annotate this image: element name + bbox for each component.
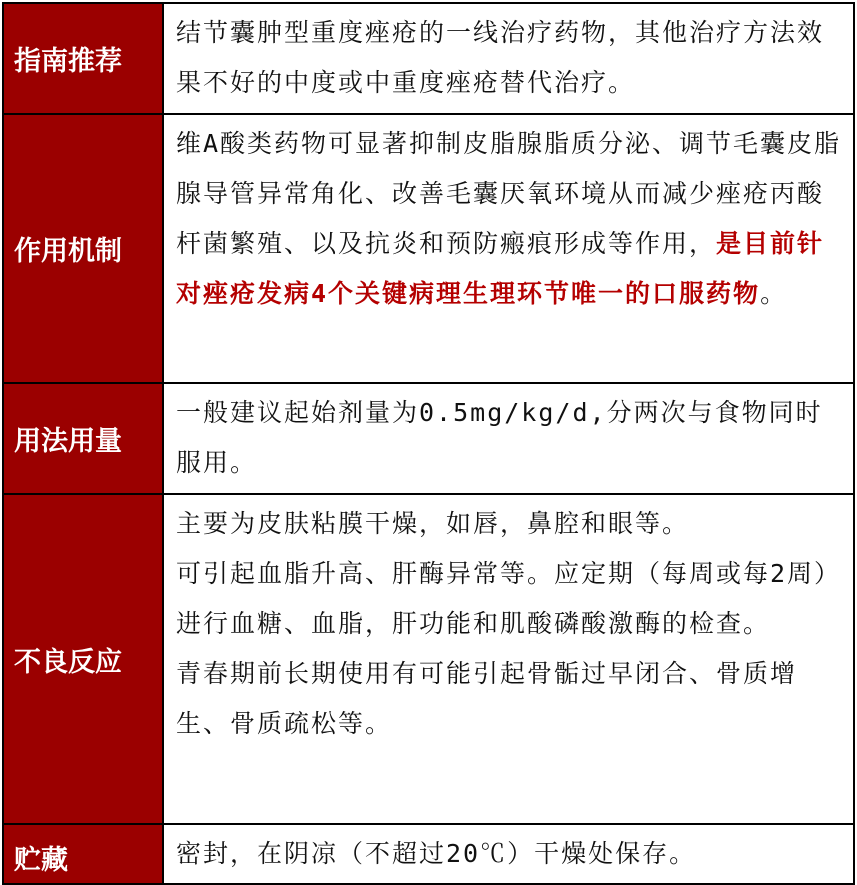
row-guideline bbox=[3, 3, 854, 114]
adverse-p2: 可引起血脂升高、肝酶异常等。应定期（每周或每2周）进行血糖、血脂，肝功能和肌酸磷酸激酶的检查。 bbox=[176, 559, 842, 638]
row-usage bbox=[3, 383, 854, 494]
adverse-p1: 主要为皮肤粘膜干燥，如唇，鼻腔和眼等。 bbox=[176, 509, 690, 538]
content-adverse bbox=[163, 494, 854, 824]
adverse-p3: 青春期前长期使用有可能引起骨骺过早闭合、骨质增生、骨质疏松等。 bbox=[176, 659, 798, 738]
row-adverse bbox=[3, 494, 854, 824]
label-guideline: 指南推荐 bbox=[3, 3, 163, 114]
row-storage bbox=[3, 824, 854, 884]
label-adverse: 不良反应 bbox=[3, 494, 163, 824]
storage-text: 密封，在阴凉（不超过20℃）干燥处保存。 bbox=[176, 839, 697, 868]
mechanism-highlight: 是目前针对痤疮发病4个关键病理生理环节唯一的口服药物 bbox=[176, 229, 825, 308]
label-storage: 贮藏 bbox=[3, 824, 163, 884]
row-mechanism bbox=[3, 114, 854, 383]
label-usage: 用法用量 bbox=[3, 383, 163, 494]
content-storage bbox=[163, 824, 854, 884]
mechanism-text: 维A酸类药物可显著抑制皮脂腺脂质分泌、调节毛囊皮脂腺导管异常角化、改善毛囊厌氧环境从而减少痤疮丙酸杆菌繁殖、以及抗炎和预防瘢痕形成等作用， bbox=[176, 129, 842, 258]
mechanism-paragraph bbox=[176, 119, 843, 319]
content-usage bbox=[163, 383, 854, 494]
guideline-text: 结节囊肿型重度痤疮的一线治疗药物，其他治疗方法效果不好的中度或中重度痤疮替代治疗。 bbox=[176, 18, 825, 97]
content-guideline bbox=[163, 3, 854, 114]
content-mechanism bbox=[163, 114, 854, 383]
mechanism-end: 。 bbox=[760, 279, 788, 308]
drug-info-table bbox=[2, 2, 855, 885]
usage-text: 一般建议起始剂量为0.5mg/kg/d,分两次与食物同时服用。 bbox=[176, 398, 823, 477]
label-mechanism: 作用机制 bbox=[3, 114, 163, 383]
